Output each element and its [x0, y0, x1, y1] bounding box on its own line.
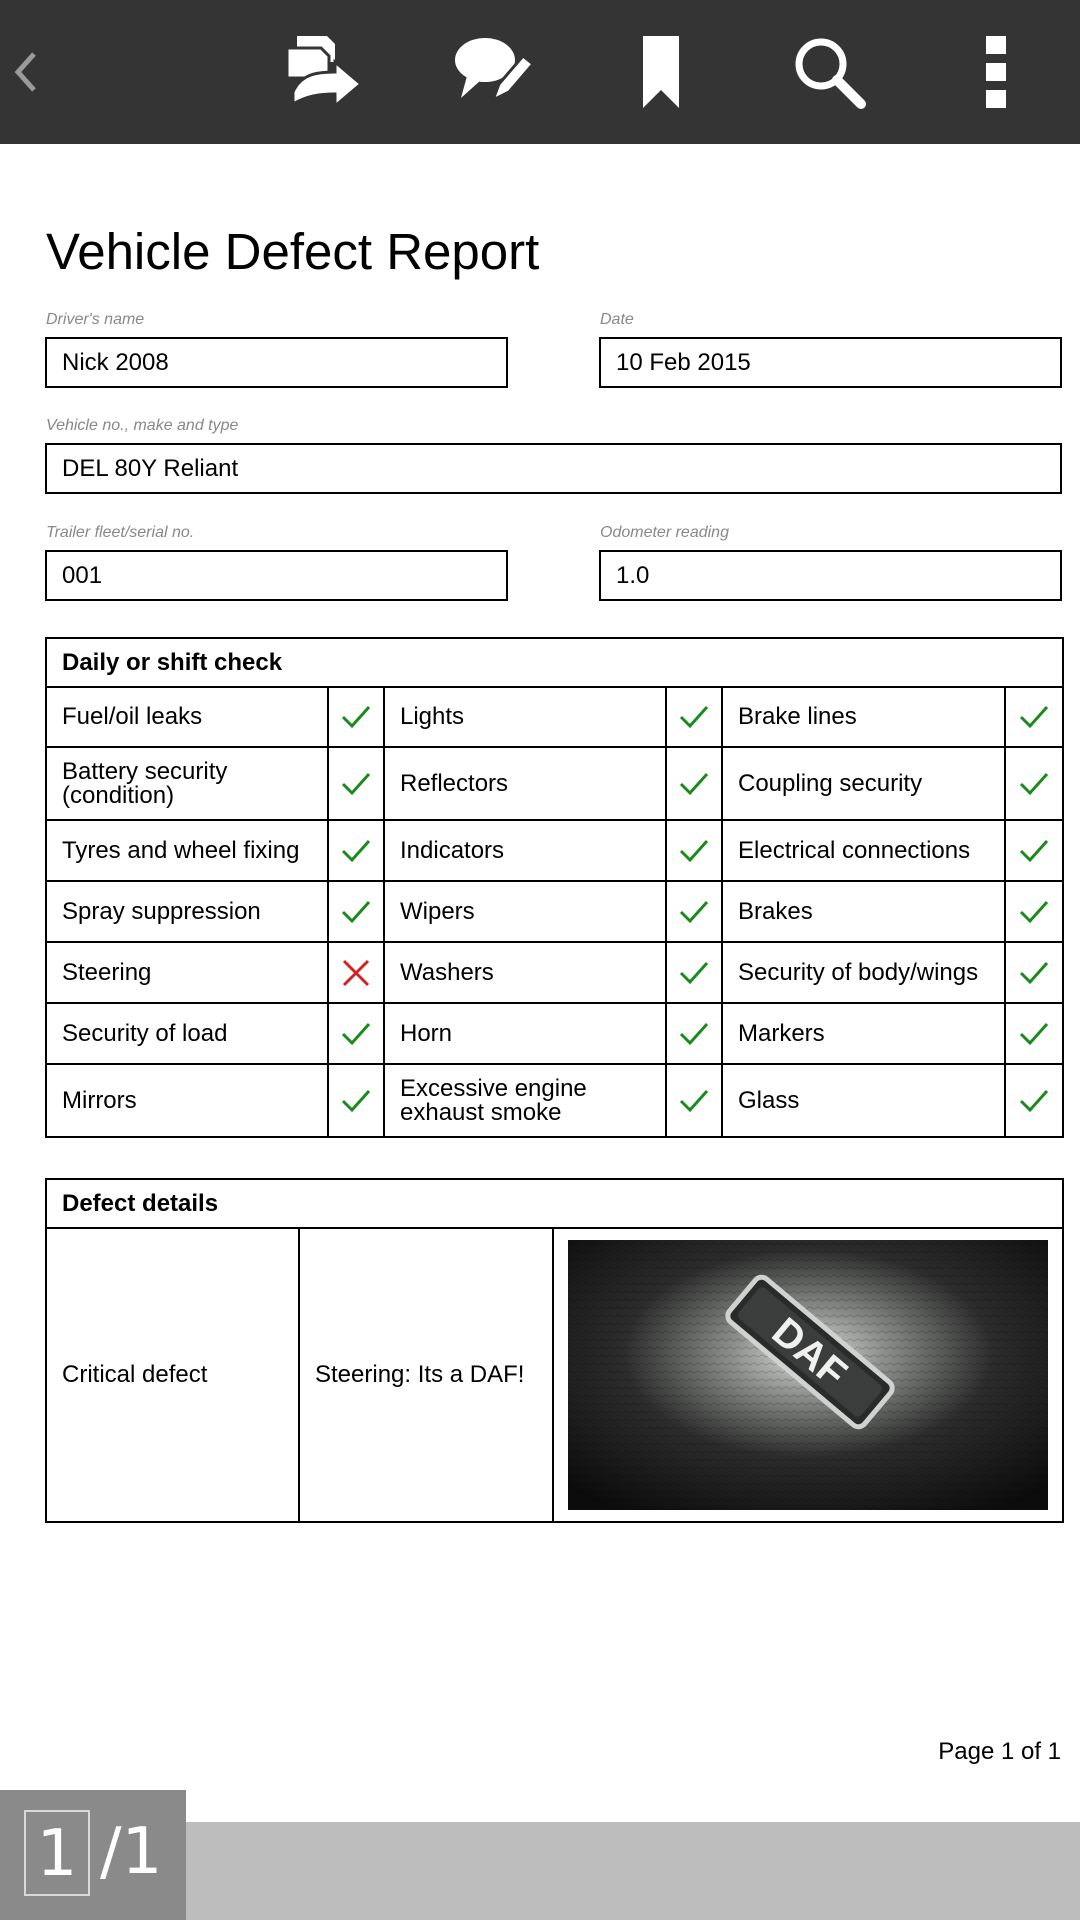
top-toolbar — [0, 0, 1080, 144]
search-icon — [791, 34, 867, 110]
driver-name-label: Driver's name — [46, 311, 145, 328]
check-item-label: Markers — [722, 1003, 1005, 1064]
defect-severity: Critical defect — [46, 1228, 299, 1522]
check-pass-cell[interactable] — [1005, 1003, 1063, 1064]
checkmark-icon — [678, 1018, 710, 1050]
check-item-label: Wipers — [384, 881, 666, 942]
overflow-menu-button[interactable] — [946, 22, 1046, 122]
back-button[interactable] — [0, 22, 50, 122]
defect-details-heading: Defect details — [46, 1179, 1063, 1228]
checkmark-icon — [1018, 957, 1050, 989]
check-pass-cell[interactable] — [328, 687, 384, 747]
daily-check-header-row — [46, 638, 1063, 687]
check-row — [46, 942, 1063, 1003]
check-pass-cell[interactable] — [1005, 747, 1063, 820]
check-item-label: Electrical connections — [722, 820, 1005, 881]
annotate-button[interactable] — [443, 22, 543, 122]
defect-header-row — [46, 1179, 1063, 1228]
checkmark-icon — [340, 835, 372, 867]
driver-name-field[interactable]: Nick 2008 — [45, 337, 508, 388]
odometer-field[interactable]: 1.0 — [599, 550, 1062, 601]
check-row — [46, 820, 1063, 881]
bookmark-icon — [639, 34, 683, 110]
check-pass-cell[interactable] — [328, 747, 384, 820]
vehicle-label: Vehicle no., make and type — [46, 417, 239, 434]
trailer-label: Trailer fleet/serial no. — [46, 524, 195, 541]
checkmark-icon — [340, 1085, 372, 1117]
check-pass-cell[interactable] — [328, 1003, 384, 1064]
checkmark-icon — [1018, 1085, 1050, 1117]
date-field[interactable]: 10 Feb 2015 — [599, 337, 1062, 388]
check-pass-cell[interactable] — [666, 881, 722, 942]
check-pass-cell[interactable] — [1005, 687, 1063, 747]
checkmark-icon — [678, 768, 710, 800]
check-row — [46, 1003, 1063, 1064]
check-row — [46, 881, 1063, 942]
check-item-label: Coupling security — [722, 747, 1005, 820]
checkmark-icon — [1018, 1018, 1050, 1050]
check-item-label: Brake lines — [722, 687, 1005, 747]
check-pass-cell[interactable] — [1005, 942, 1063, 1003]
page-indicator[interactable] — [0, 1790, 186, 1920]
checkmark-icon — [340, 1018, 372, 1050]
check-pass-cell[interactable] — [328, 881, 384, 942]
check-pass-cell[interactable] — [666, 1003, 722, 1064]
back-chevron-icon — [10, 48, 40, 96]
checkmark-icon — [1018, 896, 1050, 928]
checkmark-icon — [1018, 701, 1050, 733]
checkmark-icon — [1018, 835, 1050, 867]
check-item-label: Horn — [384, 1003, 666, 1064]
document-title: Vehicle Defect Report — [46, 223, 540, 280]
check-item-label: Brakes — [722, 881, 1005, 942]
checkmark-icon — [678, 957, 710, 989]
check-item-label: Tyres and wheel fixing — [46, 820, 328, 881]
check-item-label: Battery security (condition) — [46, 747, 328, 820]
check-pass-cell[interactable] — [328, 820, 384, 881]
annotate-icon — [453, 32, 533, 112]
share-icon — [283, 32, 367, 112]
check-pass-cell[interactable] — [666, 820, 722, 881]
checkmark-icon — [1018, 768, 1050, 800]
check-item-label: Security of body/wings — [722, 942, 1005, 1003]
check-item-label: Fuel/oil leaks — [46, 687, 328, 747]
check-item-label: Excessive engine exhaust smoke — [384, 1064, 666, 1137]
checkmark-icon — [678, 896, 710, 928]
daily-check-heading: Daily or shift check — [46, 638, 1063, 687]
checkmark-icon — [340, 768, 372, 800]
check-item-label: Lights — [384, 687, 666, 747]
cross-icon — [340, 957, 372, 989]
defect-details-table — [45, 1178, 1064, 1523]
check-row — [46, 747, 1063, 820]
checkmark-icon — [678, 835, 710, 867]
vehicle-field[interactable]: DEL 80Y Reliant — [45, 443, 1062, 494]
check-fail-cell[interactable] — [328, 942, 384, 1003]
check-item-label: Security of load — [46, 1003, 328, 1064]
checkmark-icon — [340, 896, 372, 928]
check-item-label: Washers — [384, 942, 666, 1003]
share-button[interactable] — [275, 22, 375, 122]
check-row — [46, 687, 1063, 747]
checkmark-icon — [678, 1085, 710, 1117]
daf-badge-text: DAF — [763, 1309, 855, 1397]
page-count-footer: Page 1 of 1 — [938, 1738, 1061, 1765]
overflow-menu-icon — [984, 34, 1008, 110]
current-page-number[interactable]: 1 — [24, 1810, 90, 1896]
date-label: Date — [600, 311, 634, 328]
check-item-label: Glass — [722, 1064, 1005, 1137]
odometer-label: Odometer reading — [600, 524, 729, 541]
check-item-label: Mirrors — [46, 1064, 328, 1137]
check-pass-cell[interactable] — [328, 1064, 384, 1137]
check-item-label: Indicators — [384, 820, 666, 881]
check-row — [46, 1064, 1063, 1137]
daily-check-table — [45, 637, 1064, 1138]
check-pass-cell[interactable] — [1005, 820, 1063, 881]
check-item-label: Reflectors — [384, 747, 666, 820]
defect-description: Steering: Its a DAF! — [299, 1228, 553, 1522]
check-pass-cell[interactable] — [1005, 1064, 1063, 1137]
check-item-label: Spray suppression — [46, 881, 328, 942]
search-button[interactable] — [779, 22, 879, 122]
bookmark-button[interactable] — [611, 22, 711, 122]
check-pass-cell[interactable] — [666, 687, 722, 747]
check-pass-cell[interactable] — [1005, 881, 1063, 942]
trailer-field[interactable]: 001 — [45, 550, 508, 601]
checkmark-icon — [340, 701, 372, 733]
checkmark-icon — [678, 701, 710, 733]
check-pass-cell[interactable] — [666, 747, 722, 820]
check-pass-cell[interactable] — [666, 942, 722, 1003]
total-pages: /1 — [100, 1815, 163, 1889]
defect-photo — [568, 1240, 1048, 1510]
daily-check-body — [46, 687, 1063, 1137]
defect-photo-cell[interactable] — [553, 1228, 1063, 1522]
check-pass-cell[interactable] — [666, 1064, 722, 1137]
defect-row — [46, 1228, 1063, 1522]
check-item-label: Steering — [46, 942, 328, 1003]
